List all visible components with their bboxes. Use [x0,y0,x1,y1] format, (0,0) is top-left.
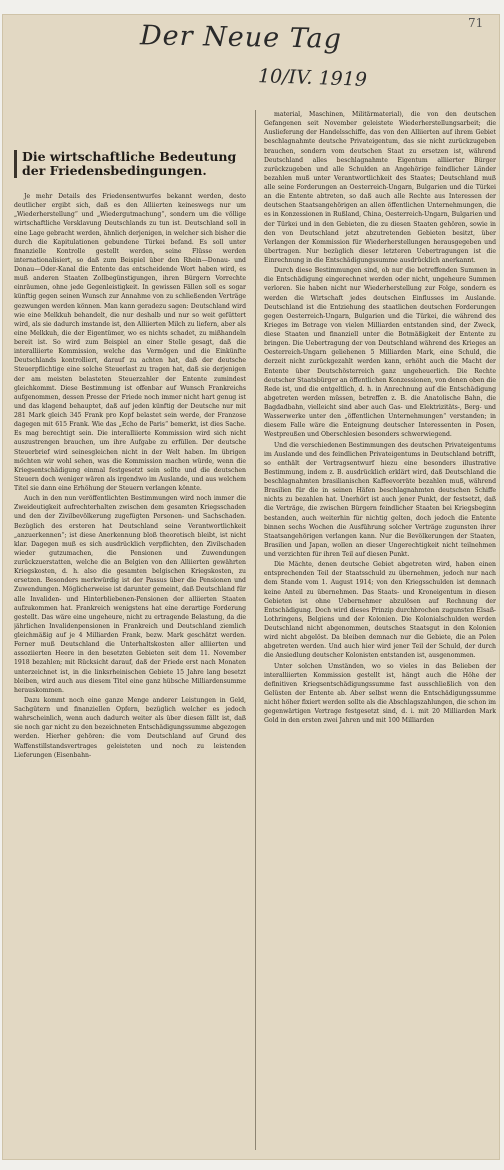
article-left-column [14,150,246,1152]
column-divider [255,110,256,1150]
paragraph: material, Maschinen, Militärmaterial), die von den deutschen Gefangenen seit November geleistete Wiederherstellungsarbeit; die Auslieferung der Handelsschiffe, das von den Alliierten auf ihrem Gebiet beschlagnahmte deutsche Privateigentum, das sie nicht zurückzugeben brauchen, sondern vom deutschen Staat zu ersetzen ist, während Deutschland alles beschlagnahmte Eigentum alliierter Bürger zurückzugeben und alle Schulden an Angehörige feindlicher Länder bezahlen muß unter Verantwortlichkeit des Staates; Deutschland muß alle seine Forderungen an Oesterreich-Ungarn, Bulgarien und die Türkei an die Entente abtreten, so daß auch alle Rechte aus Interessen der deutschen Staatsangehörigen an allen öffentlichen Unternehmungen, die es in Konzessionen in Rußland, China, Oesterreich-Ungarn, Bulgarien und der Türkei und in den Gebieten, die zu diesen Staaten gehören, sowie in den von Deutschland jetzt abzutretenden Gebieten besitzt, über Verlangen der Kommission für Wiederherstellungen herausgegeben und übertragen. Nur bezüglich dieser letzteren Uebertragungen ist die Einrechnung in die Entschädigungssumme ausdrücklich anerkannt. [264,111,496,264]
paragraph: Je mehr Details des Friedensentwurfes bekannt werden, desto deutlicher ergibt sich, daß es den Alliierten keineswegs nur um „Wiederherstellung“ und „Wiedergutmachung“, sondern um die völlige wirtschaftliche Versklavung Deutschlands zu tun ist. Deutschland soll in eine Lage gebracht werden, ähnlich derjenigen, in welcher sich bisher die durch die Kapitulationen gebundene Türkei befand. Es soll unter finanzielle Kontrolle gestellt werden, seine Flüsse werden internationalisiert, so daß zum Beispiel über den Rhein—Donau- und Donau—Oder-Kanal die Entente das entscheidende Wort haben wird, es muß anderen Staaten Zollbegünstigungen, ihren Bürgern Vorrechte einräumen, ohne jede Gegenleistigkeit. In gewissen Fällen soll es sogar künftig gegen seinen Wunsch zur Annahme von zu schließenden Verträge gezwungen werden können. Man kann geradezu sagen: Deutschland wird wie eine Melkkuh behandelt, die nur deshalb und nur so weit gefüttert wird, als sie dadurch imstande ist, den Alliierten Milch zu liefern, aber als eine Melkkuh, die der Eigentümer, wo es nichts schadet, zu mißhandeln bereit ist. So wird zum Beispiel an einer Stelle gesagt, daß die interalliierte Kommission, welche das Vermögen und die Einkünfte Deutschlands kontrolliert, darauf zu achten hat, daß der deutsche Steuerpflichtige eine solche Steuerlast zu tragen hat, daß sie derjenigen der am meisten belasteten Steuerzahler der Entente zumindest gleichkommt. Diese Bestimmung ist offenbar auf Wunsch Frankreichs aufgenommen, dessen Presse der Friede noch immer nicht hart genug ist und das klagend behauptet, daß auf jeden künftig der Deutsche nur mit 281 Mark gleich 345 Frank pro Kopf belastet sein werde, der Franzose dagegen mit 615 Frank. Wie das „Echo de Paris“ bemerkt, ist dies Sache. Es mag berechtigt sein. Die interalliierte Kommission wird sich nicht auszustrengen brauchen, um ihre Aufgabe zu erfüllen. Der deutsche Steuerbrief wird seinesgleichen nicht in der Welt haben. Im übrigen möchten wir wohl sehen, was die Kommission machen würde, wenn die Kriegsentschädigung einmal festgesetzt sein sollte und die deutschen Steuern doch weniger wären als irgendwo im Auslande, und aus welchem Titel sie dann eine Erhöhung der Steuern verlangen könnte. [14,193,246,492]
paragraph: Dazu kommt noch eine ganze Menge anderer Leistungen in Geld, Sachgütern und finanziellen Opfern, bezüglich welcher es jedoch wahrscheinlich, wenn auch dadurch weiter als über diesen fällt ist, daß sie noch gar nicht zu den bezeichneten Entschädigungssumme abgezogen werden. Hierher gehören: die vom Deutschland auf Grund des Waffenstillstandsvertrages geleisteten und noch zu leistenden Lieferungen (Eisenbahn- [14,696,246,759]
article-right-column [264,110,496,1152]
paragraph: Durch diese Bestimmungen sind, ob nur die betreffenden Summen in die Entschädigung eingerechnet werden oder nicht, ungeheure Summen verloren. Sie haben nicht nur Wiederherstellung zur Folge, sondern es werden die Wirtschaft jedes deutschen Einflusses im Auslande. Deutschland ist die Entziehung des staatlichen deutschen Forderungen gegen Oesterreich-Ungarn, Bulgarien und die Türkei, die während des Krieges im Betrage von vielen Milliarden entstanden sind, der Zweck, diese Staaten und finanziell unter die Botmäßigkeit der Entente zu bringen. Die Uebertragung der von Deutschland während des Krieges an Oesterreich-Ungarn geliehenen 5 Milliarden Mark, eine Schuld, die derzeit nicht zurückgezahlt werden kann, erhöht auch die Macht der Entente über Deutschösterreich ganz ungeheuerlich. Die Rechte deutscher Staatsbürger an öffentlichen Konzessionen, von denen oben die Rede ist, und die entgeltlich, d. h. in Anrechnung auf die Entschädigung abgetreten werden müssen, betreffen z. B. die Anatolische Bahn, die Bagdadbahn, vielleicht sind aber auch Gas- und Elektrizitäts-, Berg- und Wasserwerke unter den „öffentlichen Unternehmungen“ verstanden; in diesem Falle wäre die Enteignung deutscher Interessenten in Posen, Westpreußen und Oberschlesien besonders schwerwiegend. [264,267,496,439]
paragraph: Und die verschiedenen Bestimmungen des deutschen Privateigentums im Auslande und des feindlichen Privateigentums in Deutschland betrifft, so enthält der Vertragsentwurf hiezu eine besonders illustrative Bestimmung, indem z. B. ausdrücklich erklärt wird, daß Deutschland die beschlagnahmten brasilianischen Kaffeevorräte bezahlen muß, während Brasilien für die in seinen Häfen beschlagnahmten deutschen Schiffe nichts zu bezahlen hat. Unerhört ist auch jener Punkt, der festsetzt, daß die Verträge, die zwischen Bürgern feindlicher Staaten bei Kriegsbeginn bestanden, auch weiterhin für nichtig gelten, doch jedoch die Entente binnen sechs Wochen die Ausführung solcher Verträge zugunsten ihrer Staatsangehörigen verlangen kann. Nur die Bevölkerungen der Staaten, Brasilien und Japan, wollen an dieser Ungerechtigkeit nicht teilnehmen und verzichten für ihren Teil auf diesen Punkt. [264,441,496,558]
handwritten-date: 10/IV. 1919 [257,65,368,91]
paragraph: Die Mächte, denen deutsche Gebiet abgetreten wird, haben einen entsprechenden Teil der Staatsschuld zu übernehmen, jedoch nur nach dem Stande vom 1. August 1914; von den Kriegsschulden ist demnach keine Anteil zu übernehmen. Das Staats- und Kroneigentum in diesen Gebieten ist ohne Uebernehmer abzulösen auf Rechnung der Entschädigung. Doch wird dieses Prinzip durchbrochen zugunsten Elsaß-Lothringens, Belgiens und der Kolonien. Die Kolonialschulden werden Deutschland nicht abgenommen, deutsches Staatsgut in den Kolonien wird nicht abgelöst. Da bleiben demnach nur die Gebiete, die an Polen abgetreten werden. Und auch hier wird jener Teil der Schuld, der durch die Ansiedlung deutscher Kolonisten entstanden ist, ausgenommen. [264,561,496,660]
archive-folio-number: 71 [468,16,484,30]
paragraph: Auch in den nun veröffentlichten Bestimmungen wird noch immer die Zweideutigkeit aufrechterhalten zwischen dem gesamten Kriegsschaden und den der Zivilbevölkerung zugefügten Personen- und Sachschaden. Bezüglich des ersteren hat Deutschland seine Verantwortlichkeit „anzuerkennen“; ist diese Anerkennung bloß theoretisch bleibt, ist nicht klar. Dagegen muß es sich ausdrücklich verpflichten, den Zivilschaden wieder gutzumachen, die Pensionen und Zuwendungen zurückzuerstatten, welche die an Belgien von den Alliierten gewährten Kriegskosten, d. h. also die gesamten belgischen Kriegskosten, zu ersetzen. Besonders merkwürdig ist der Passus über die Pensionen und Zuwendungen. Möglicherweise ist darunter gemeint, daß Deutschland für alle Invaliden- und Hinterbliebenen-Pensionen der alliierten Staaten aufzukommen hat. Frankreich wenigstens hat eine derartige Forderung gestellt. Das wäre eine ungeheure, nicht zu ertragende Belastung, da die jährlichen Invalidenpensionen in Frankreich und Deutschland ziemlich gleichmäßig auf je 4 Milliarden Frank, bezw. Mark geschätzt werden. Ferner muß Deutschland die Unterhaltskosten aller alliierten und assoziierten Heere in den besetzten Gebieten seit dem 11. November 1918 bezahlen; mit Rücksicht darauf, daß der Friede erst nach Monaten unterzeichnet ist, in die linksrheinischen Gebiete 15 Jahre lang besetzt bleiben, wird auch aus diesem Titel eine ganz hübsche Milliardensumme herauskommen. [14,495,246,694]
handwritten-newspaper-name: Der Neue Tag [139,20,343,55]
paragraph: Unter solchen Umständen, wo so vieles in das Belieben der interalliierten Kommission gestellt ist, hängt auch die Höhe der definitiven Kriegsentschädigungssumme fast ausschließlich von den Gelüsten der Entente ab. Aber selbst wenn die Entschädigungssumme nicht höher fixiert werden sollte als die Abschlagszahlungen, die schon im gegenwärtigen Vertrage festgesetzt sind, d. i. mit 20 Milliarden Mark Gold in den ersten zwei Jahren und mit 100 Milliarden [264,662,496,725]
article-headline: Die wirtschaftliche Bedeutung der Friedensbedingungen. [14,150,246,178]
